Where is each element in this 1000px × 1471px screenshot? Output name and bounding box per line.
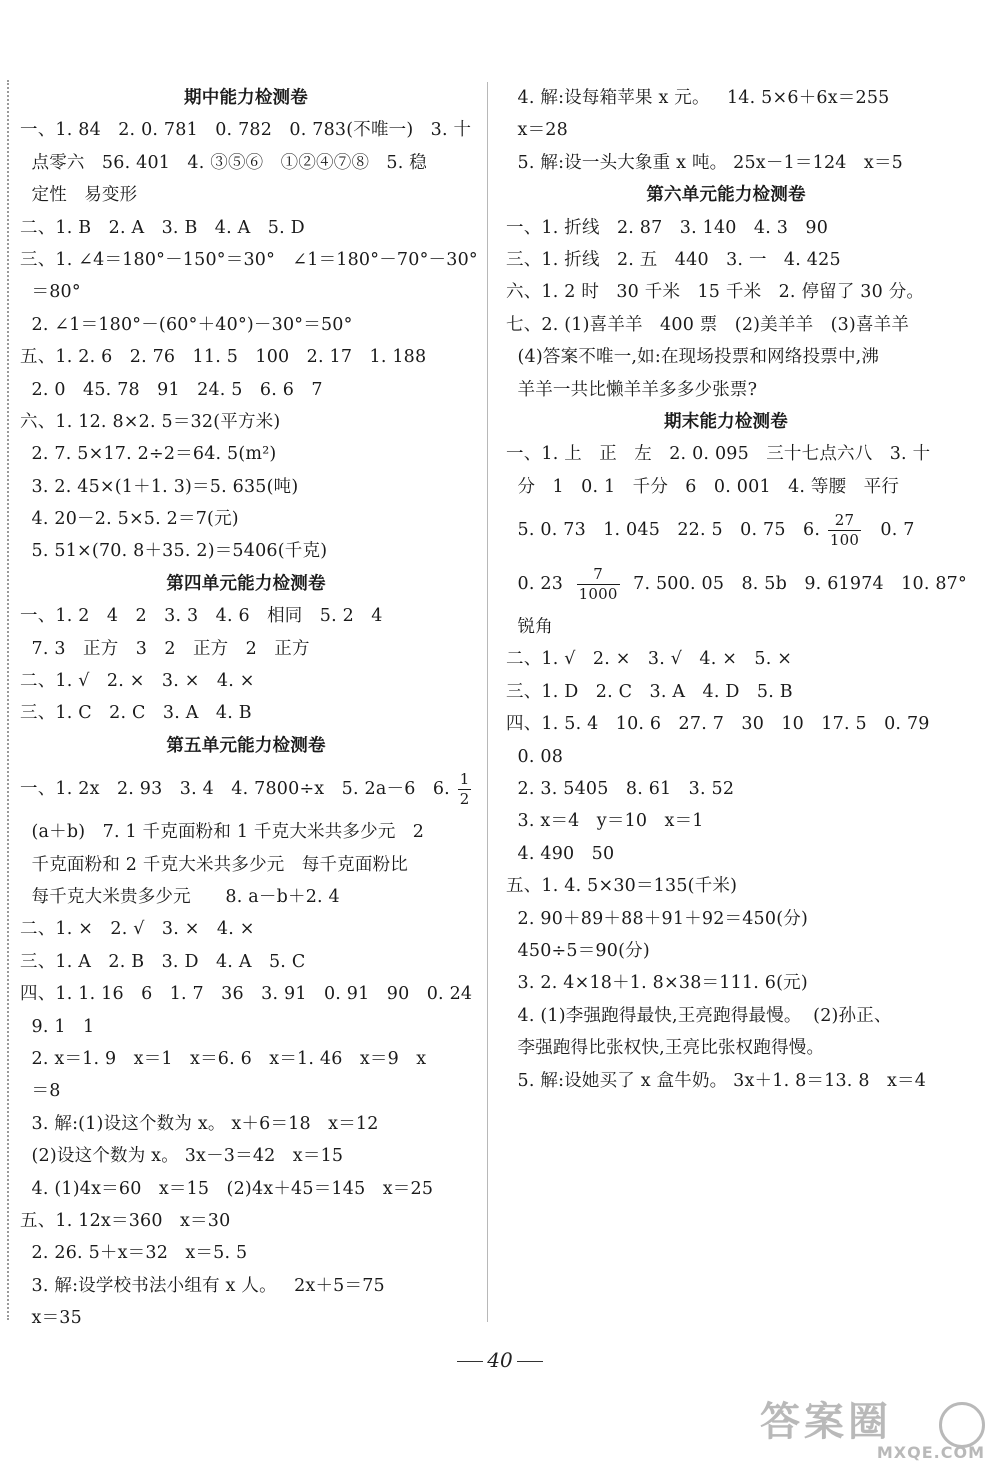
fraction-numerator: 1 <box>459 770 470 789</box>
answer-line: 每千克大米贵多少元 8. a－b＋2. 4 <box>20 886 340 907</box>
answer-line: 3. 解:(1)设这个数为 x。 x＋6＝18 x＝12 <box>20 1113 379 1134</box>
right-column <box>506 82 967 1097</box>
answer-line: 一、1. 上 正 左 2. 0. 095 三十七点六八 3. 十 <box>506 444 931 465</box>
answer-text: 一、1. 2x 2. 93 3. 4 4. 7800÷x 5. 2a－6 6. <box>20 779 456 800</box>
answer-line: 定性 易变形 <box>20 185 138 206</box>
answer-line: ＝8 <box>20 1081 61 1102</box>
fraction <box>577 565 620 604</box>
answer-line: 3. x＝4 y＝10 x＝1 <box>506 811 704 832</box>
answer-line: 点零六 56. 401 4. ③⑤⑥ ①②④⑦⑧ 5. 稳 <box>20 152 427 173</box>
page-footer <box>0 1348 1000 1372</box>
answer-line: 3. 解:设学校书法小组有 x 人。 2x＋5＝75 <box>20 1275 385 1296</box>
answer-line: 五、1. 2. 6 2. 76 11. 5 100 2. 17 1. 188 <box>20 347 427 368</box>
answer-line: 3. 2. 45×(1＋1. 3)＝5. 635(吨) <box>20 476 299 497</box>
answer-line: 4. (1)4x＝60 x＝15 (2)4x＋45＝145 x＝25 <box>20 1178 434 1199</box>
page-number: 40 <box>487 1348 513 1372</box>
answer-line: 2. 0 45. 78 91 24. 5 6. 6 7 <box>20 379 323 400</box>
answer-line: (2)设这个数为 x。 3x－3＝42 x＝15 <box>20 1146 344 1167</box>
answer-line: 四、1. 5. 4 10. 6 27. 7 30 10 17. 5 0. 79 <box>506 714 930 735</box>
answer-line: 2. 7. 5×17. 2÷2＝64. 5(m²) <box>20 444 277 465</box>
answer-line: 分 1 0. 1 千分 6 0. 001 4. 等腰 平行 <box>506 476 900 497</box>
answer-line: 2. 90＋89＋88＋91＋92＝450(分) <box>506 908 808 929</box>
section-title: 第四单元能力检测卷 <box>166 573 326 594</box>
answer-line: 二、1. × 2. √ 3. × 4. × <box>20 919 255 940</box>
watermark-site: MXQE.COM <box>876 1443 985 1462</box>
fraction-denominator: 2 <box>459 790 470 809</box>
answer-line: 0. 08 <box>506 746 564 767</box>
answer-line: 二、1. B 2. A 3. B 4. A 5. D <box>20 217 305 238</box>
answer-text-after: 7. 500. 05 8. 5b 9. 61974 10. 87° <box>621 574 967 595</box>
fraction-denominator: 1000 <box>578 585 618 604</box>
answer-line: 五、1. 12x＝360 x＝30 <box>20 1210 231 1231</box>
watermark-badge-icon <box>939 1402 985 1448</box>
fraction <box>828 511 861 550</box>
answer-line <box>20 762 472 816</box>
answer-text: 5. 0. 73 1. 045 22. 5 0. 75 6. <box>506 520 826 541</box>
answer-line: 450÷5＝90(分) <box>506 940 650 961</box>
answer-line: 六、1. 12. 8×2. 5＝32(平方米) <box>20 411 281 432</box>
answer-line: x＝28 <box>506 120 568 141</box>
answer-line: 三、1. C 2. C 3. A 4. B <box>20 703 252 724</box>
footer-dash-left <box>457 1361 483 1362</box>
answer-line: 5. 51×(70. 8＋35. 2)＝5406(千克) <box>20 541 328 562</box>
answer-line: 二、1. √ 2. × 3. × 4. × <box>20 671 255 692</box>
watermark <box>760 1400 985 1462</box>
answer-line: 三、1. 折线 2. 五 440 3. 一 4. 425 <box>506 249 841 270</box>
answer-line: 羊羊一共比懒羊羊多多少张票? <box>506 379 758 400</box>
answer-line: 三、1. ∠4＝180°－150°＝30° ∠1＝180°－70°－30° <box>20 249 478 270</box>
answer-line: 一、1. 84 2. 0. 781 0. 782 0. 783(不唯一) 3. 十 <box>20 120 472 141</box>
fraction-numerator: 7 <box>577 565 620 585</box>
answer-line: 一、1. 2 4 2 3. 3 4. 6 相同 5. 2 4 <box>20 606 383 627</box>
watermark-logo-text: 答案圈 <box>760 1399 892 1445</box>
section-title: 第六单元能力检测卷 <box>646 185 806 206</box>
answer-line: 李强跑得比张权快,王亮比张权跑得慢。 <box>506 1038 825 1059</box>
answer-line: 5. 解:设她买了 x 盒牛奶。 3x＋1. 8＝13. 8 x＝4 <box>506 1070 927 1091</box>
answer-line: 4. (1)李强跑得最快,王亮跑得最慢。 (2)孙正、 <box>506 1005 892 1026</box>
fraction-denominator: 100 <box>829 531 860 550</box>
answer-line: 三、1. A 2. B 3. D 4. A 5. C <box>20 951 306 972</box>
answer-line: 七、2. (1)喜羊羊 400 票 (2)美羊羊 (3)喜羊羊 <box>506 314 910 335</box>
answer-line: x＝35 <box>20 1308 82 1329</box>
answer-text: 0. 23 <box>506 574 575 595</box>
section-title: 期末能力检测卷 <box>664 411 788 432</box>
answer-line: 4. 解:设每箱苹果 x 元。 14. 5×6＋6x＝255 <box>506 88 890 108</box>
answer-line: 2. ∠1＝180°－(60°＋40°)－30°＝50° <box>20 314 353 335</box>
answer-line: 六、1. 2 时 30 千米 15 千米 2. 停留了 30 分。 <box>506 282 925 303</box>
binding-dotted-line <box>7 80 9 1320</box>
answer-line: 千克面粉和 2 千克大米共多少元 每千克面粉比 <box>20 854 408 875</box>
answer-line: ＝80° <box>20 282 81 303</box>
answer-line <box>506 557 967 611</box>
answer-line: 9. 1 1 <box>20 1016 95 1037</box>
answer-line <box>506 503 946 557</box>
answer-line: 4. 490 50 <box>506 843 615 864</box>
left-column <box>20 82 478 1334</box>
answer-line: (4)答案不唯一,如:在现场投票和网络投票中,沸 <box>506 347 880 368</box>
answer-line: 五、1. 4. 5×30＝135(千米) <box>506 876 738 897</box>
answer-line: (a＋b) 7. 1 千克面粉和 1 千克大米共多少元 2 <box>20 822 425 843</box>
answer-line: 5. 解:设一头大象重 x 吨。 25x－1＝124 x＝5 <box>506 152 904 173</box>
answer-line: 锐角 <box>506 617 553 638</box>
answer-line: 四、1. 1. 16 6 1. 7 36 3. 91 0. 91 90 0. 24 <box>20 984 473 1005</box>
footer-dash-right <box>517 1361 543 1362</box>
answer-line: 3. 2. 4×18＋1. 8×38＝111. 6(元) <box>506 973 808 994</box>
section-title: 期中能力检测卷 <box>184 88 308 108</box>
answer-line: 4. 20－2. 5×5. 2＝7(元) <box>20 509 239 530</box>
answer-line: 三、1. D 2. C 3. A 4. D 5. B <box>506 681 793 702</box>
answer-line: 2. 26. 5＋x＝32 x＝5. 5 <box>20 1243 248 1264</box>
fraction-numerator: 27 <box>828 511 861 531</box>
answer-line: 二、1. √ 2. × 3. √ 4. × 5. × <box>506 649 793 670</box>
answer-text-after: 0. 7 <box>863 520 915 541</box>
column-divider <box>487 82 488 1322</box>
answer-line: 2. 3. 5405 8. 61 3. 52 <box>506 779 735 800</box>
answer-line: 7. 3 正方 3 2 正方 2 正方 <box>20 638 310 659</box>
fraction <box>458 770 472 809</box>
section-title: 第五单元能力检测卷 <box>166 735 326 756</box>
answer-line: 一、1. 折线 2. 87 3. 140 4. 3 90 <box>506 217 829 238</box>
answer-line: 2. x＝1. 9 x＝1 x＝6. 6 x＝1. 46 x＝9 x <box>20 1048 427 1069</box>
